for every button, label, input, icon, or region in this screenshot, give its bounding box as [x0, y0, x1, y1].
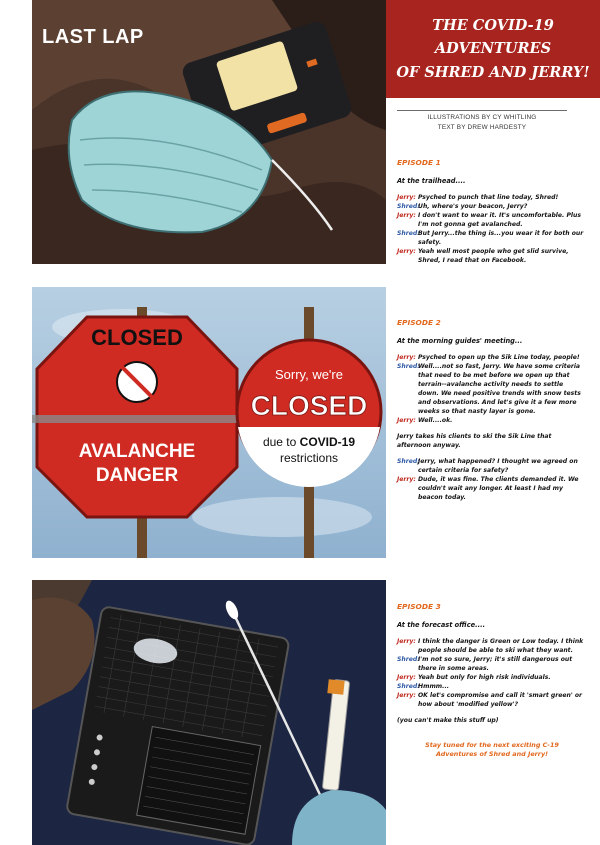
episode-1 [397, 158, 587, 265]
dialogue-text: But Jerry...the thing is...you wear it for both our safety. [418, 230, 584, 246]
dialogue-text: Hmmm... [418, 683, 450, 690]
episode-2 [397, 318, 587, 502]
credits [397, 113, 567, 133]
dialogue-text: Well....not so fast, Jerry. We have some criteria that need to be met before we open up that terrain--avalanche activity needs to settle down. We need positive trends with snow tests and observations. And let's give it a few more weeks so that nasty layer is gone. [418, 363, 581, 415]
dialogue-line [397, 475, 587, 502]
dialogue-line [397, 362, 587, 416]
dialogue-line [397, 416, 587, 425]
sign-restrictions-text: restrictions [279, 451, 339, 465]
episode-scene: At the trailhead.... [397, 177, 466, 185]
divider [397, 110, 567, 111]
episode-scene: At the morning guides' meeting... [397, 337, 523, 345]
speaker-jerry: Jerry: [397, 212, 416, 219]
sign-danger-text: DANGER [95, 465, 179, 486]
title-line-2: OF SHRED AND JERRY! [396, 63, 590, 81]
credit-illustrations: ILLUSTRATIONS BY CY WHITLING [427, 114, 537, 121]
stay-tuned [397, 741, 587, 759]
sign-avalanche-text: AVALANCHE [78, 441, 196, 462]
speaker-jerry: Jerry: [397, 417, 416, 424]
dialogue-text: Yeah but only for high risk individuals. [418, 674, 551, 681]
sign-sorry-text: Sorry, we're [275, 367, 343, 382]
dialogue-text: I'm not so sure, Jerry; it's still dangerous out there in some areas. [418, 656, 573, 672]
corner-label: LAST LAP [42, 26, 144, 48]
speaker-jerry: Jerry: [397, 248, 416, 255]
speaker-shred: Shred: [397, 363, 420, 370]
credit-text: TEXT BY DREW HARDESTY [437, 123, 527, 131]
speaker-jerry: Jerry: [397, 476, 416, 483]
speaker-jerry: Jerry: [397, 638, 416, 645]
dialogue-line [397, 637, 587, 655]
dialogue-text: Psyched to open up the Sik Line today, people! [418, 354, 580, 361]
dialogue-text: Well....ok. [418, 417, 453, 424]
episode-3 [397, 602, 587, 759]
speaker-jerry: Jerry: [397, 674, 416, 681]
title-line-1: THE COVID-19 ADVENTURES [432, 17, 554, 58]
snow-card [66, 606, 290, 845]
stay-tuned-line-1: Stay tuned for the next exciting C-19 [425, 741, 559, 749]
dialogue-line [397, 682, 587, 691]
dialogue-line [397, 655, 587, 673]
dialogue-line [397, 229, 587, 247]
dialogue-text: Yeah well most people who get slid survive, Shred, I read that on Facebook. [418, 248, 569, 264]
sign-due-text: due to COVID-19 [262, 435, 356, 449]
dialogue-line [397, 673, 587, 682]
dialogue-text: Jerry, what happened? I thought we agreed on certain criteria for safety? [418, 458, 578, 474]
comic-panel-1 [32, 0, 386, 264]
closed-signs-illustration [32, 287, 386, 558]
speaker-shred: Shred: [397, 230, 420, 237]
sign-closed-text: CLOSED [91, 325, 183, 350]
speaker-shred: Shred: [397, 683, 420, 690]
speaker-shred: Shred: [397, 656, 420, 663]
narration: Jerry takes his clients to ski the Sik Line that afternoon anyway. [397, 433, 552, 449]
dialogue-text: I don't want to wear it. It's uncomfortable. Plus I'm not gonna get avalanched. [418, 212, 581, 228]
stay-tuned-line-2: Adventures of Shred and Jerry! [435, 750, 549, 758]
covid-sign [237, 340, 381, 487]
speaker-jerry: Jerry: [397, 194, 416, 201]
title-banner [386, 0, 600, 98]
dialogue-text: OK let's compromise and call it 'smart green' or how about 'modified yellow'? [418, 692, 583, 708]
speaker-shred: Shred: [397, 203, 420, 210]
comic-panel-2 [32, 287, 386, 558]
speaker-jerry: Jerry: [397, 692, 416, 699]
episode-heading: EPISODE 3 [397, 602, 441, 611]
dialogue-line [397, 691, 587, 709]
sign-closed-big-text: CLOSED [250, 390, 368, 421]
dialogue-text: Dude, it was fine. The clients demanded it. We couldn't wait any longer. At least I had my beacon today. [418, 476, 579, 501]
dialogue-text: Psyched to punch that line today, Shred! [418, 194, 559, 201]
test-card-illustration [32, 580, 386, 845]
dialogue-text: I think the danger is Green or Low today. I think people should be able to ski what they want. [418, 638, 584, 654]
dialogue-line [397, 247, 587, 265]
episode-heading: EPISODE 1 [397, 158, 441, 167]
speaker-jerry: Jerry: [397, 354, 416, 361]
comic-panel-3 [32, 580, 386, 845]
avalanche-sign [32, 317, 242, 517]
aside-note: (you can't make this stuff up) [397, 717, 499, 724]
episode-heading: EPISODE 2 [397, 318, 441, 327]
dialogue-line [397, 457, 587, 475]
dialogue-text: Uh, where's your beacon, Jerry? [418, 203, 528, 210]
dialogue-line [397, 211, 587, 229]
dialogue-line [397, 202, 587, 211]
episode-scene: At the forecast office.... [397, 621, 486, 629]
dialogue-line [397, 193, 587, 202]
dialogue-line [397, 353, 587, 362]
speaker-shred: Shred: [397, 458, 420, 465]
